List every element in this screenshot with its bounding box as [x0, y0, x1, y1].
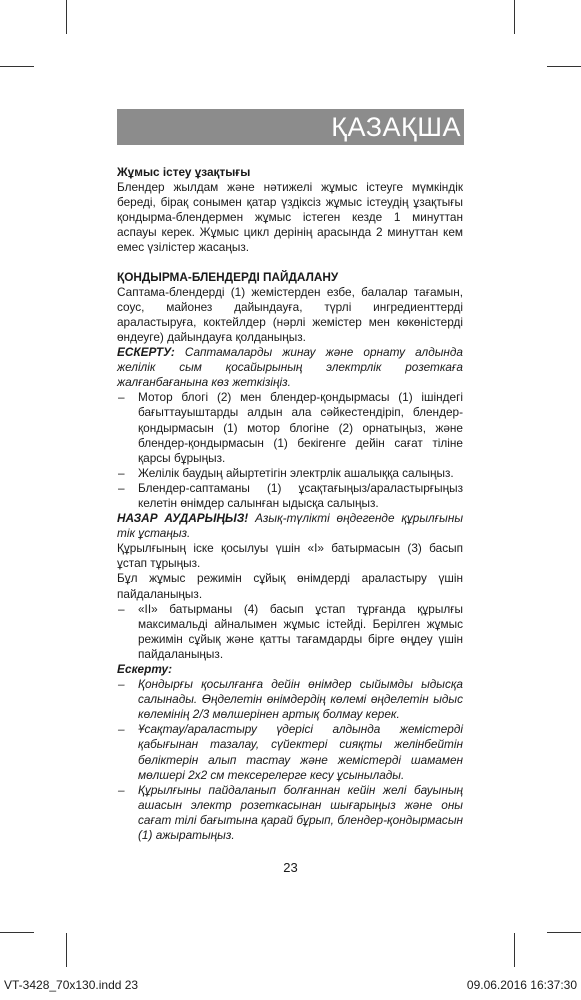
section-heading-blender: ҚОНДЫРМА-БЛЕНДЕРДІ ПАЙДАЛАНУ — [117, 269, 339, 284]
crop-mark — [66, 0, 67, 34]
instruction-paragraph: Бұл жұмыс режимін сұйық өнімдерді араластыру үшін пайдаланыңыз. — [117, 571, 463, 601]
footer-file-slug: VT-3428_70x130.indd 23 — [4, 978, 139, 992]
list-item — [117, 481, 463, 511]
list-item — [117, 466, 463, 481]
warning-paragraph — [117, 345, 463, 390]
crop-mark — [547, 66, 581, 67]
note-item — [117, 783, 463, 843]
note-item — [117, 677, 463, 722]
note-item-text: Құрылғыны пайдаланып болғаннан кейін желі бауының ашасын электр розеткасынан шығарыңыз және оны сағат тілі бағытына қарай бұрып, блендер-қондырмасын (1) ажыратыңыз. — [138, 782, 463, 843]
attention-text: Азық-түлікті өңдегенде құрылғыны тік ұстаңыз. — [117, 511, 464, 541]
list-dash: – — [118, 677, 125, 692]
crop-mark — [514, 933, 515, 967]
crop-mark — [547, 932, 581, 933]
section-heading-duration: Жұмыс істеу ұзақтығы — [117, 165, 251, 179]
crop-mark — [514, 0, 515, 34]
language-banner — [117, 109, 464, 145]
manual-content — [117, 165, 463, 843]
section-text-duration: Блендер жылдам және нәтижелі жұмыс істеуге мүмкіндік береді, бірақ сонымен қатар үздіксіз жұмыс істеудің ұзақтығы қондырма-блендермен жұмыс істеген кезде 1 минуттан аспауы керек. Жұмыс цикл дерінің арасында 2 минуттан кем емес үзілістер жасаңыз. — [117, 180, 463, 255]
crop-mark — [66, 933, 67, 967]
list-item-text: Блендер-саптаманы (1) ұсақтағыңыз/араластырғыңыз келетін өнімдер салынған ыдысқа салыңыз. — [138, 480, 463, 510]
list-item-text: Мотор блогі (2) мен блендер-қондырмасы (1) ішіндегі бағыттауыштарды алдын ала сәйкестендіріп, блендер-қондырмасын (1) мотор блогіне (2) орнатыңыз, және блендер-қондырмасын (1) бекігенге дейін сағат тіліне қарсы бұрыңыз. — [138, 390, 463, 465]
page-number: 23 — [283, 860, 298, 875]
blender-intro: Саптама-блендерді (1) жемістерден езбе, балалар тағамын, соус, майонез дайындауға, түрлі ингредиенттерді араластыруға, коктейлдер (нәрлі жемістер мен көкөністерді өндеуге) дайындауға қолданыңыз. — [117, 284, 463, 344]
warning-label: ЕСКЕРТУ: — [117, 345, 175, 360]
note-item-text: Ұсақтау/араластыру үдерісі алдында жемістерді қабығынан тазалау, сүйектері сияқты желінбейтін бөліктерін алып тастау және жемістерді шамамен мөлшері 2х2 см тексерелерге кесу ұсынылады. — [138, 722, 463, 782]
banner-title: ҚАЗАҚША — [331, 112, 461, 142]
attention-label: НАЗАР АУДАРЫҢЫЗ! — [117, 511, 249, 526]
list-dash: – — [118, 390, 125, 405]
list-item-text: Желілік баудың айыртетігін электрлік ашалыққа салыңыз. — [138, 465, 454, 480]
attention-paragraph — [117, 511, 463, 541]
list-item — [117, 602, 463, 662]
list-dash: – — [118, 722, 125, 737]
list-item — [117, 390, 463, 465]
footer-date-slug: 09.06.2016 16:37:30 — [466, 978, 577, 992]
instruction-paragraph: Құрылғының іске қосылуы үшін «I» батырмасын (3) басып ұстап тұрыңыз. — [117, 541, 463, 571]
note-item — [117, 722, 463, 782]
list-dash: – — [118, 480, 125, 495]
list-dash: – — [118, 465, 125, 480]
list-dash: – — [118, 601, 125, 616]
crop-mark — [0, 932, 34, 933]
note-label: Ескерту: — [117, 662, 173, 676]
list-dash: – — [118, 782, 125, 797]
warning-text: Саптамаларды жинау және орнату алдында желілік сым қосайырының электрлік розеткаға жалғанбағанына көз жеткізіңіз. — [117, 345, 463, 390]
list-item-text: «II» батырманы (4) басып ұстап тұрғанда құрылғы максимальді айналымен жұмыс істейді. Берілген жұмыс режимін сұйық және қатты тағамдарды бірге өңдеу үшін пайдаланыңыз. — [138, 601, 463, 661]
note-item-text: Қондырғы қосылғанға дейін өнімдер сыйымды ыдысқа салынады. Өңделетін өнімдердің көлемі өңделетін ыдыс көлемінің 2/3 мөлшерінен артық болмау керек. — [138, 677, 463, 722]
crop-mark — [0, 66, 34, 67]
